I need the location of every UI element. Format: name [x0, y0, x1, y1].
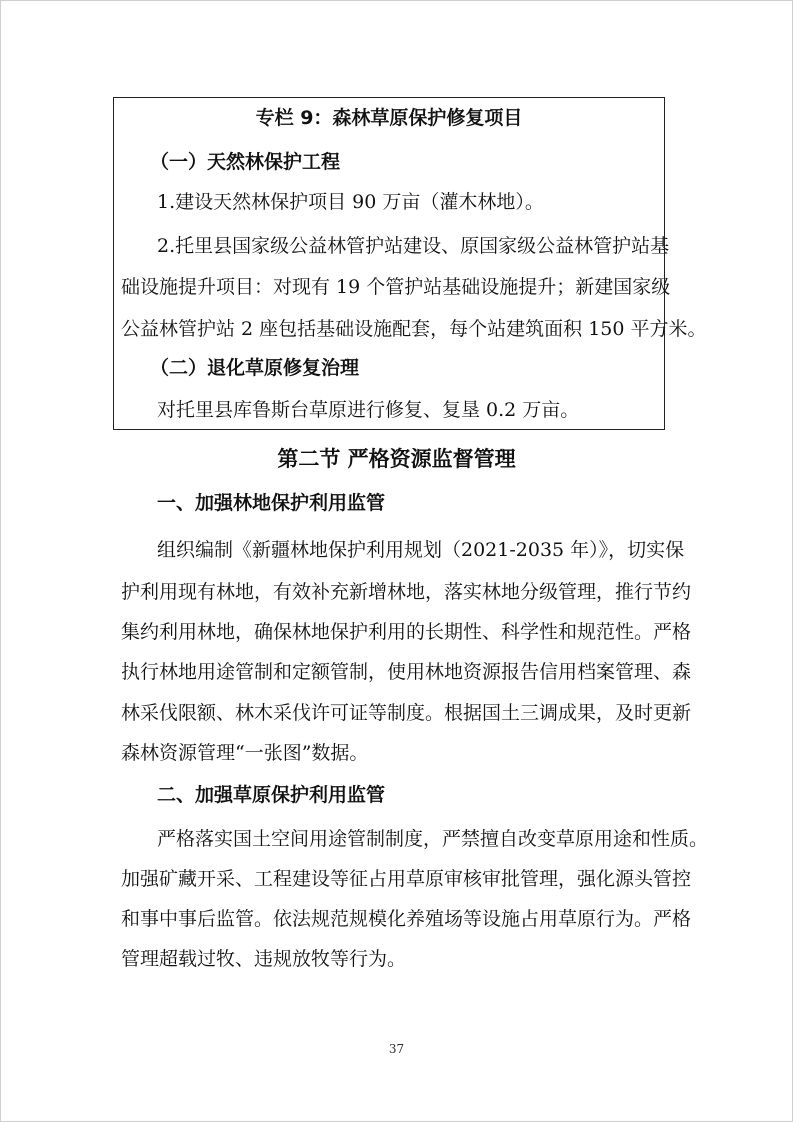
- box-heading-natural-forest: （一）天然林保护工程: [150, 151, 341, 173]
- subsection-heading-grassland: 二、加强草原保护利用监管: [157, 784, 386, 806]
- page-number: 37: [388, 1042, 405, 1056]
- paragraph-forest-line-2: 护利用现有林地，有效补充新增林地，落实林地分级管理，推行节约: [121, 581, 692, 603]
- box-item-1: 1.建设天然林保护项目 90 万亩（灌木林地）。: [157, 191, 544, 213]
- paragraph-forest-line-6: 森林资源管理“一张图”数据。: [121, 742, 369, 764]
- box-item-2-line-1: 2.托里县国家级公益林管护站建设、原国家级公益林管护站基: [157, 235, 670, 257]
- subsection-heading-forest: 一、加强林地保护利用监管: [157, 492, 386, 514]
- paragraph-grassland-line-1: 严格落实国土空间用途管制制度，严禁擅自改变草原用途和性质。: [157, 828, 709, 850]
- section-title: 第二节 严格资源监督管理: [277, 447, 516, 471]
- paragraph-forest-line-4: 执行林地用途管制和定额管制，使用林地资源报告信用档案管理、森: [121, 661, 692, 683]
- box-title: 专栏 9：森林草原保护修复项目: [255, 107, 523, 129]
- paragraph-grassland-line-4: 管理超载过牧、违规放牧等行为。: [121, 948, 407, 970]
- box-item-2-line-3: 公益林管护站 2 座包括基础设施配套，每个站建筑面积 150 平方米。: [121, 318, 707, 340]
- paragraph-forest-line-5: 林采伐限额、林木采伐许可证等制度。根据国土三调成果，及时更新: [121, 702, 692, 724]
- paragraph-grassland-line-2: 加强矿藏开采、工程建设等征占用草原审核审批管理，强化源头管控: [121, 868, 692, 890]
- paragraph-forest-line-1: 组织编制《新疆林地保护利用规划（2021-2035 年）》，切实保: [157, 539, 685, 561]
- box-item-2-line-2: 础设施提升项目：对现有 19 个管护站基础设施提升；新建国家级: [121, 276, 671, 298]
- box-item-3: 对托里县库鲁斯台草原进行修复、复垦 0.2 万亩。: [157, 399, 580, 421]
- special-column-box: [113, 97, 671, 430]
- box-heading-grassland: （二）退化草原修复治理: [150, 357, 360, 379]
- paragraph-grassland-line-3: 和事中事后监管。依法规范规模化养殖场等设施占用草原行为。严格: [121, 908, 692, 930]
- paragraph-forest-line-3: 集约利用林地，确保林地保护利用的长期性、科学性和规范性。严格: [121, 621, 692, 643]
